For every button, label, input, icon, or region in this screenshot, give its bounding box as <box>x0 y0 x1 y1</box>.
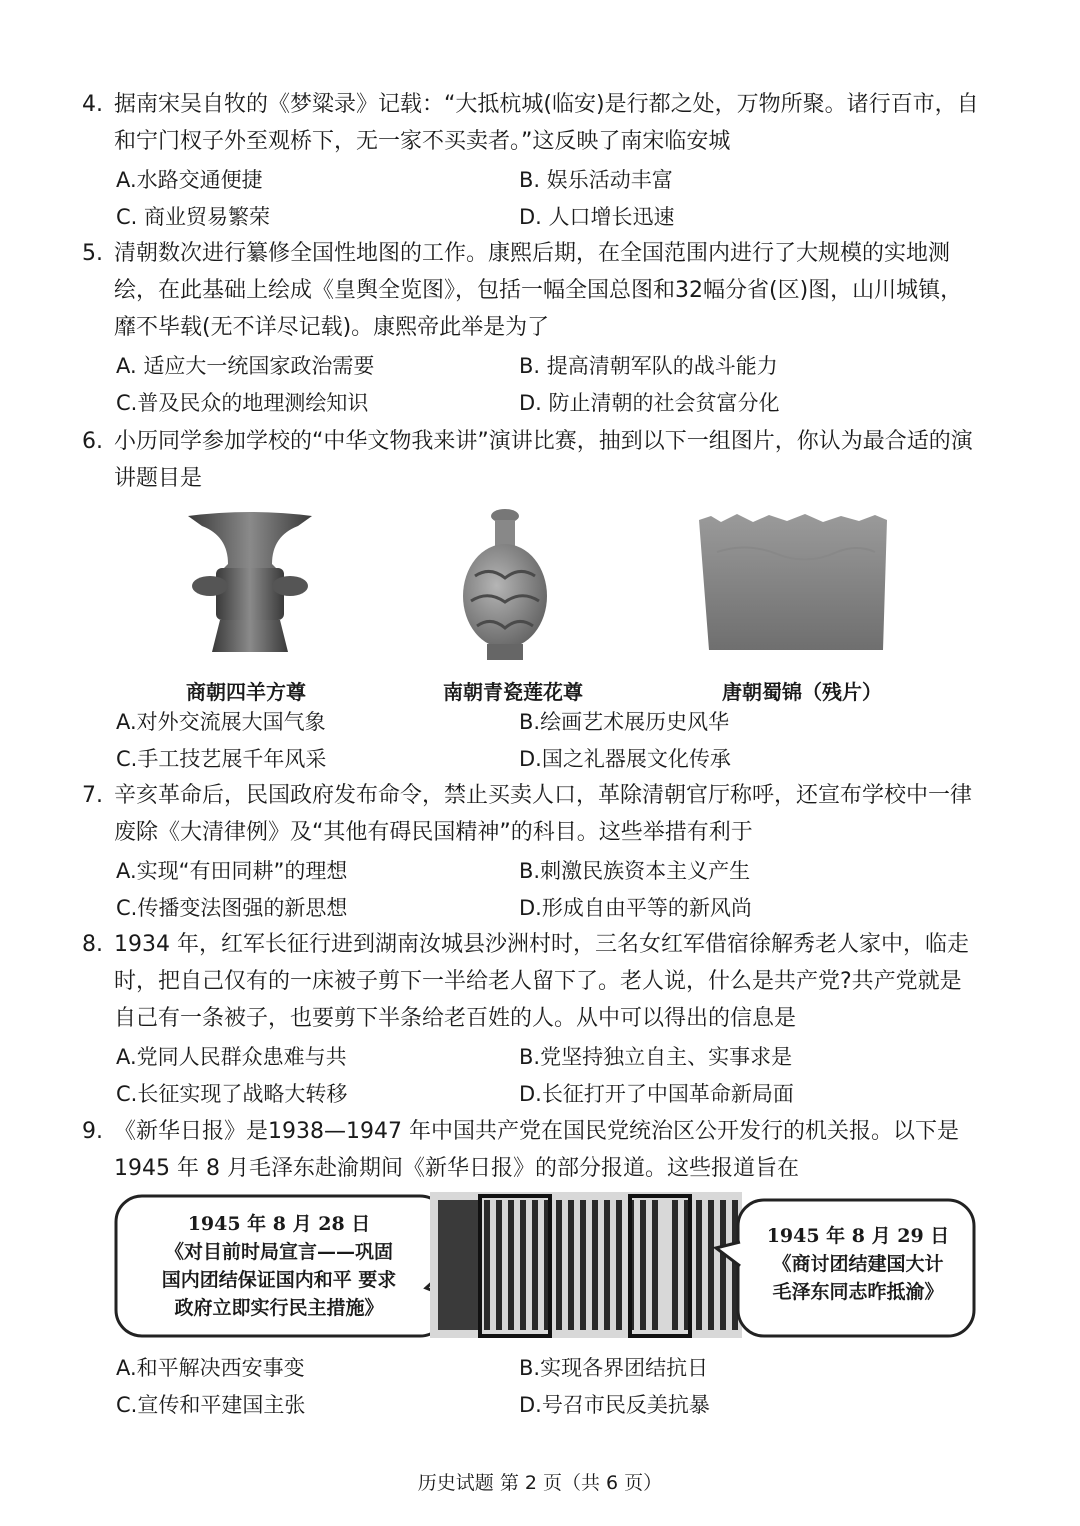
option-a[interactable]: A. 适应大一统国家政治需要 <box>116 354 375 378</box>
option-b[interactable]: B. 娱乐活动丰富 <box>519 168 673 192</box>
option-b[interactable]: B.绘画艺术展历史风华 <box>519 710 730 734</box>
option-a[interactable]: A.和平解决西安事变 <box>116 1356 305 1380</box>
option-b[interactable]: B.党坚持独立自主、实事求是 <box>519 1045 793 1069</box>
bubble-aug-28 <box>126 1210 432 1322</box>
question-stem: 《新华日报》是1938—1947 年中国共产党在国民党统治区公开发行的机关报。以下是1945 年 8 月毛泽东赴渝期间《新华日报》的部分报道。这些报道旨在 <box>114 1119 959 1181</box>
question-number: 6. <box>82 429 103 454</box>
option-a[interactable]: A.实现“有田同耕”的理想 <box>116 859 348 883</box>
question-4 <box>82 86 982 160</box>
bubble-line: 国内团结保证国内和平 要求 <box>161 1269 397 1291</box>
caption-shu-brocade: 唐朝蜀锦（残片） <box>722 680 882 704</box>
option-b[interactable]: B. 提高清朝军队的战斗能力 <box>519 354 778 378</box>
option-d[interactable]: D.号召市民反美抗暴 <box>519 1393 710 1417</box>
option-c[interactable]: C. 商业贸易繁荣 <box>116 205 271 229</box>
bubble-aug-29 <box>742 1222 974 1306</box>
question-stem: 小历同学参加学校的“中华文物我来讲”演讲比赛，抽到以下一组图片，你认为最合适的演讲题目是 <box>114 429 973 491</box>
question-number: 8. <box>82 932 103 957</box>
bubble-line: 1945 年 8 月 28 日 <box>187 1213 371 1235</box>
option-a[interactable]: A.对外交流展大国气象 <box>116 710 326 734</box>
option-b[interactable]: B.刺激民族资本主义产生 <box>519 859 751 883</box>
bubble-line: 毛泽东同志昨抵渝》 <box>772 1281 944 1303</box>
question-stem: 据南宋吴自牧的《梦粱录》记载：“大抵杭城(临安)是行都之处，万物所聚。诸行百市，自和宁门杈子外至观桥下，无一家不买卖者。”这反映了南宋临安城 <box>114 92 979 154</box>
caption-celadon-lotus-zun: 南朝青瓷莲花尊 <box>443 680 583 704</box>
option-c[interactable]: C.普及民众的地理测绘知识 <box>116 391 369 415</box>
option-d[interactable]: D. 人口增长迅速 <box>519 205 675 229</box>
option-a[interactable]: A.党同人民群众患难与共 <box>116 1045 347 1069</box>
question-number: 9. <box>82 1119 103 1144</box>
question-9 <box>82 1113 982 1187</box>
option-c[interactable]: C.长征实现了战略大转移 <box>116 1082 348 1106</box>
question-7 <box>82 777 982 851</box>
option-d[interactable]: D.形成自由平等的新风尚 <box>519 896 752 920</box>
option-d[interactable]: D.长征打开了中国革命新局面 <box>519 1082 794 1106</box>
option-d[interactable]: D.国之礼器展文化传承 <box>519 747 731 771</box>
caption-four-ram-zun: 商朝四羊方尊 <box>186 680 306 704</box>
bubble-line: 1945 年 8 月 29 日 <box>766 1225 950 1247</box>
option-a[interactable]: A.水路交通便捷 <box>116 168 263 192</box>
shu-brocade-fragment-image <box>697 512 889 652</box>
question-stem: 辛亥革命后，民国政府发布命令，禁止买卖人口，革除清朝官厅称呼，还宣布学校中一律废除《大清律例》及“其他有碍民国精神”的科目。这些举措有利于 <box>114 783 973 845</box>
question-number: 7. <box>82 783 103 808</box>
question-number: 5. <box>82 241 103 266</box>
option-b[interactable]: B.实现各界团结抗日 <box>519 1356 709 1380</box>
bubble-line: 《商讨团结建国大计 <box>772 1253 944 1275</box>
option-c[interactable]: C.宣传和平建国主张 <box>116 1393 306 1417</box>
question-stem: 1934 年，红军长征行进到湖南汝城县沙洲村时，三名女红军借宿徐解秀老人家中，临走时，把自己仅有的一床被子剪下一半给老人留下了。老人说，什么是共产党?共产党就是自己有一条被子，也要剪下半条给老百姓的人。从中可以得出的信息是 <box>114 932 969 1031</box>
four-ram-zun-image <box>180 508 320 658</box>
bubble-line: 《对目前时局宣言——巩固 <box>164 1241 393 1263</box>
question-5 <box>82 235 982 346</box>
question-stem: 清朝数次进行纂修全国性地图的工作。康熙后期，在全国范围内进行了大规模的实地测绘，在此基础上绘成《皇舆全览图》，包括一幅全国总图和32幅分省(区)图，山川城镇，靡不毕载(无不详尽记载)。康熙帝此举是为了 <box>114 241 963 340</box>
question-8 <box>82 926 982 1037</box>
question-number: 4. <box>82 92 103 117</box>
page-footer: 历史试题 第 2 页（共 6 页） <box>417 1472 663 1494</box>
question-6 <box>82 423 982 497</box>
option-d[interactable]: D. 防止清朝的社会贫富分化 <box>519 391 780 415</box>
option-c[interactable]: C.传播变法图强的新思想 <box>116 896 348 920</box>
celadon-lotus-zun-image <box>455 506 555 662</box>
bubble-line: 政府立即实行民主措施》 <box>174 1297 384 1319</box>
option-c[interactable]: C.手工技艺展千年风采 <box>116 747 327 771</box>
